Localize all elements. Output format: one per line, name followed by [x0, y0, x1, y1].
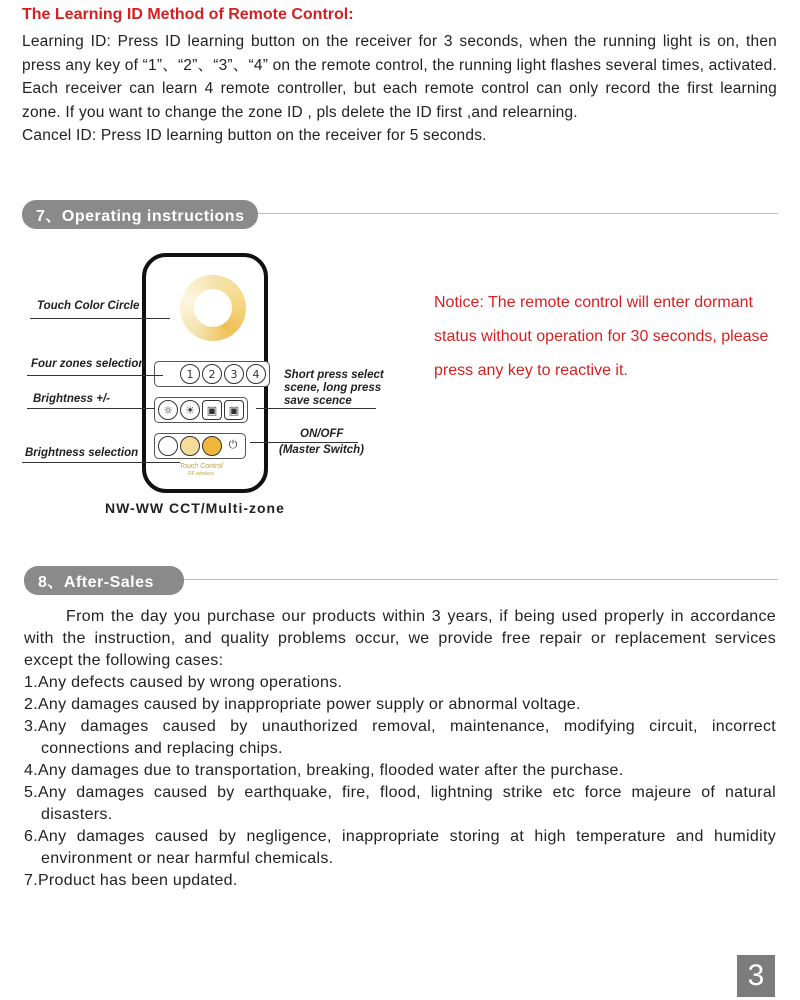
brand-sublabel: RF wireless	[187, 471, 215, 477]
list-item: 5.Any damages caused by earthquake, fire, flood, lightning strike etc force majeure of natural disasters.	[24, 784, 776, 823]
leader-line	[27, 408, 155, 409]
zone-key-1: 1	[180, 364, 200, 384]
callout-scene-keys: Short press select scene, long press save scence	[284, 369, 384, 407]
mid-level-icon	[180, 436, 200, 456]
brightness-scene-keys	[154, 397, 248, 423]
model-label: NW-WW CCT/Multi-zone	[105, 500, 285, 516]
callout-master-switch: (Master Switch)	[279, 444, 364, 456]
leader-line	[27, 375, 163, 376]
zone-key-2: 2	[202, 364, 222, 384]
cancel-id-paragraph: Cancel ID: Press ID learning button on the receiver for 5 seconds.	[22, 127, 487, 144]
callout-brightness-pm: Brightness +/-	[33, 393, 111, 405]
zone-keys	[154, 361, 270, 387]
callout-brightness-selection: Brightness selection	[25, 447, 139, 459]
callout-onoff: ON/OFF	[300, 428, 344, 440]
callout-four-zones: Four zones selection	[31, 358, 146, 370]
exclusion-list	[24, 672, 776, 892]
callout-touch-circle: Touch Color Circle	[37, 300, 140, 312]
dim-level-icon	[158, 436, 178, 456]
list-item: 2.Any damages caused by inappropriate power supply or abnormal voltage.	[24, 696, 581, 713]
remote-control-illustration	[142, 253, 268, 493]
zone-key-4: 4	[246, 364, 266, 384]
full-level-icon	[202, 436, 222, 456]
leader-line	[250, 442, 358, 443]
list-item: 3.Any damages caused by unauthorized removal, maintenance, modifying circuit, incorrect connections and replacing chips.	[24, 718, 776, 757]
after-sales-heading: 8、After-Sales	[24, 566, 184, 595]
scene-1-icon: ▣	[202, 400, 222, 420]
leader-line	[256, 408, 376, 409]
learning-id-body	[22, 30, 777, 148]
page-number: 3	[737, 955, 775, 997]
brightness-selection-keys	[154, 433, 246, 459]
brand-label: Touch Control	[179, 463, 223, 470]
brightness-up-icon: ☀	[180, 400, 200, 420]
leader-line	[22, 462, 180, 463]
dormant-notice: Notice: The remote control will enter dormant status without operation for 30 seconds, please press any key to reactive it.	[434, 294, 769, 379]
list-item: 1.Any defects caused by wrong operations.	[24, 674, 343, 691]
brightness-down-icon: ☼	[158, 400, 178, 420]
list-item: 6.Any damages caused by negligence, inappropriate storing at high temperature and humidity environment or near harmful chemicals.	[24, 828, 776, 867]
leader-line	[30, 318, 170, 319]
power-icon: ⏻	[228, 438, 238, 451]
after-sales-body	[24, 606, 776, 892]
list-item: 7.Product has been updated.	[24, 872, 238, 889]
scene-2-icon: ▣	[224, 400, 244, 420]
operating-instructions-heading: 7、Operating instructions	[22, 200, 258, 229]
color-circle-icon	[180, 275, 246, 341]
list-item: 4.Any damages due to transportation, breaking, flooded water after the purchase.	[24, 762, 624, 779]
learning-id-title: The Learning ID Method of Remote Control:	[22, 6, 354, 23]
after-sales-intro: From the day you purchase our products within 3 years, if being used properly in accordance with the instruction, and quality problems occur, we provide free repair or replacement services except the following cases:	[24, 608, 776, 669]
learning-id-paragraph: Learning ID: Press ID learning button on the receiver for 3 seconds, when the running light is on, then press any key of “1”、“2”、“3”、“4” on the remote control, the running light flashes several times, activated. Each receiver can learn 4 remote controller, but each remote control can only record the first learning zone. If you want to change the zone ID , pls delete the ID first ,and relearning.	[22, 33, 777, 121]
zone-key-3: 3	[224, 364, 244, 384]
